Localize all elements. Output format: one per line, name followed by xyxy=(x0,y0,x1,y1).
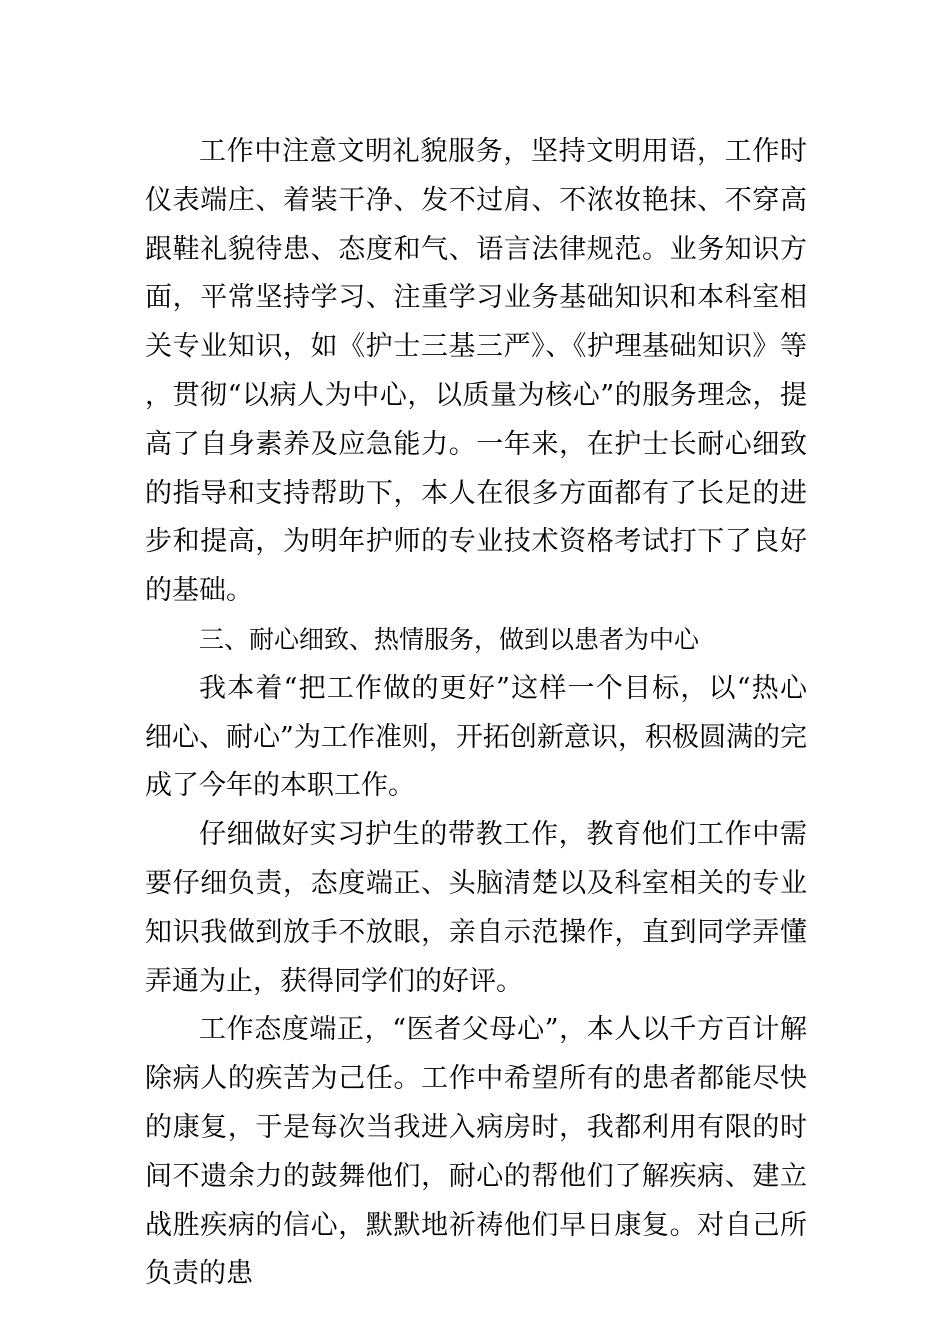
paragraph-work-attitude: 工作态度端正，“医者父母心”，本人以千方百计解除病人的疾苦为己任。工作中希望所有的患者都能尽快的康复，于是每次当我进入病房时，我都利用有限的时间不遗余力的鼓舞他们，耐心的帮他们了解疾病、建立战胜疾病的信心，默默地祈祷他们早日康复。对自己所负责的患 xyxy=(145,1014,807,1290)
document-body xyxy=(145,128,807,1299)
section-heading-3: 三、耐心细致、热情服务，做到以患者为中心 xyxy=(199,624,700,654)
paragraph-intern-teaching: 仔细做好实习护生的带教工作，教育他们工作中需要仔细负责，态度端正、头脑清楚以及科室相关的专业知识我做到放手不放眼，亲自示范操作，直到同学弄懂弄通为止，获得同学们的好评。 xyxy=(145,819,807,997)
paragraph-work-goal: 我本着“把工作做的更好”这样一个目标，以“热心细心、耐心”为工作准则，开拓创新意识，积极圆满的完成了今年的本职工作。 xyxy=(145,672,807,802)
paragraph-etiquette: 工作中注意文明礼貌服务，坚持文明用语，工作时仪表端庄、着装干净、发不过肩、不浓妆艳抹、不穿高跟鞋礼貌待患、态度和气、语言法律规范。业务知识方面，平常坚持学习、注重学习业务基础知识和本科室相关专业知识，如《护士三基三严》、《护理基础知识》等，贯彻“以病人为中心，以质量为核心”的服务理念，提高了自身素养及应急能力。一年来，在护士长耐心细致的指导和支持帮助下，本人在很多方面都有了长足的进步和提高，为明年护师的专业技术资格考试打下了良好的基础。 xyxy=(145,136,807,607)
